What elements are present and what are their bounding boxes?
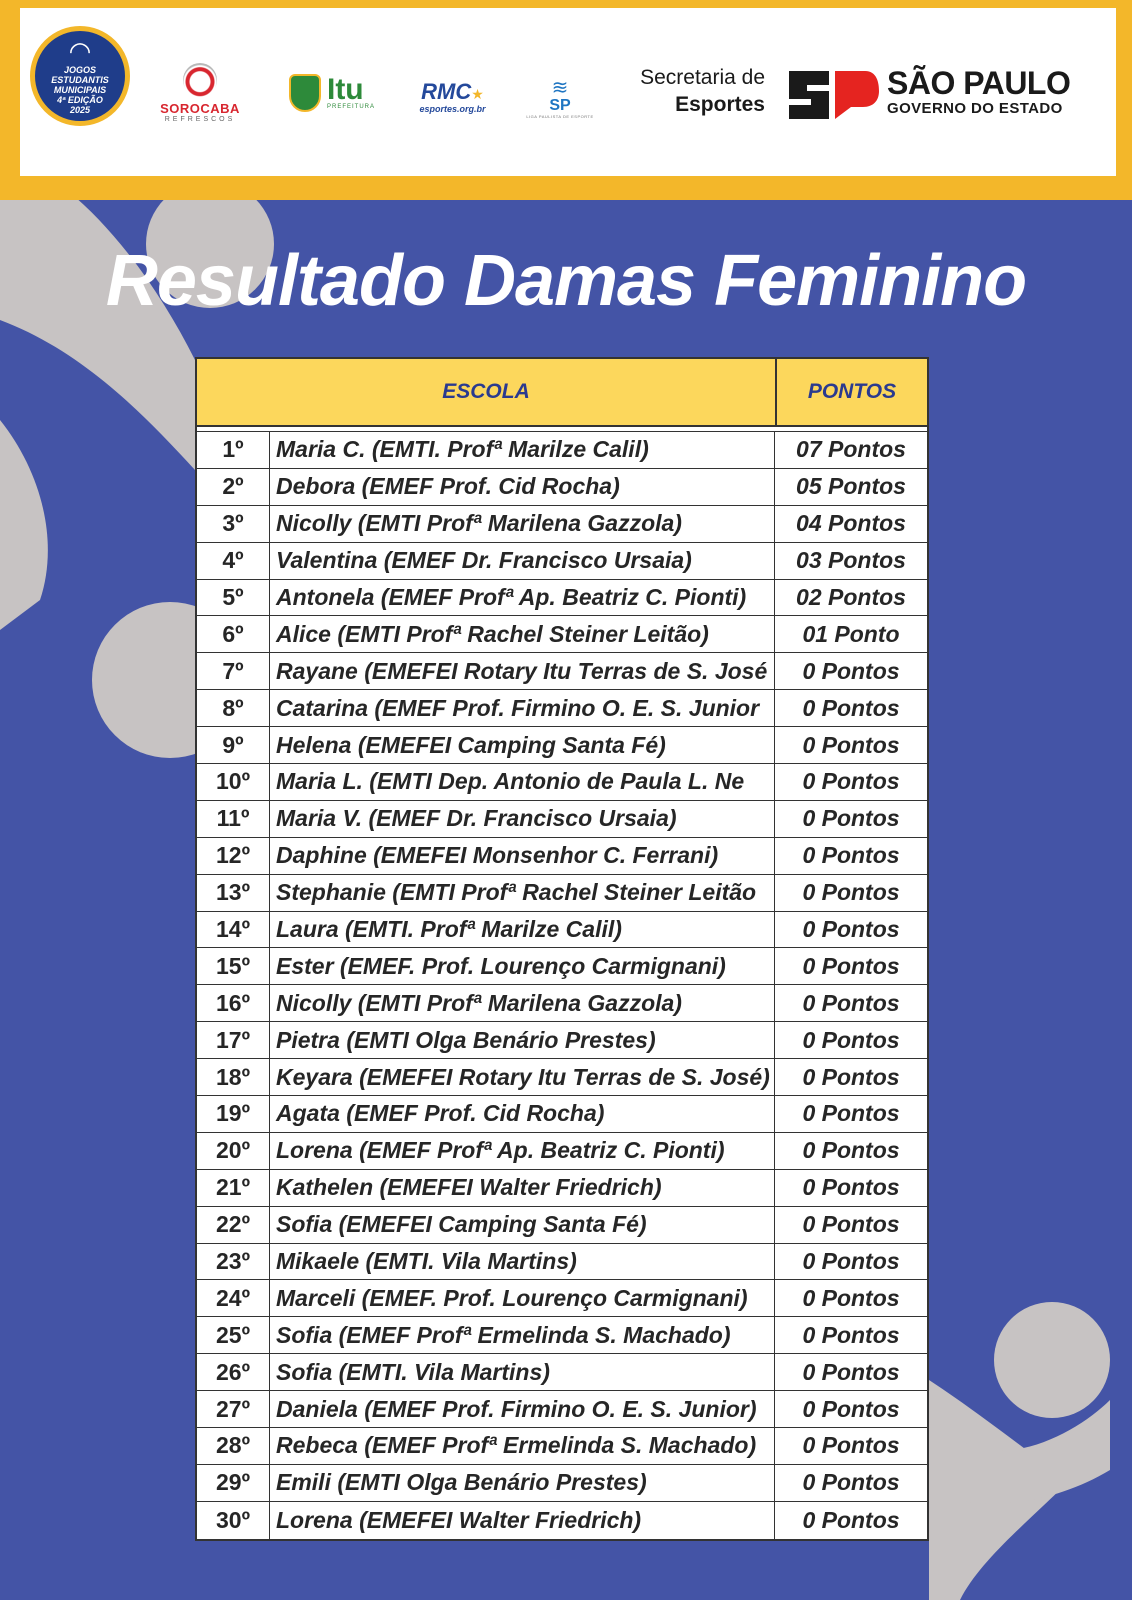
- table-row: [197, 1170, 927, 1207]
- table-row: [197, 1465, 927, 1502]
- points-cell: 0 Pontos: [802, 1469, 900, 1496]
- name-cell: Maria L. (EMTI Dep. Antonio de Paula L. Ne: [270, 764, 775, 800]
- name-cell: Sofia (EMEF Profª Ermelinda S. Machado): [270, 1317, 775, 1353]
- rank-cell: 26º: [197, 1354, 270, 1390]
- sponsor-header: [20, 8, 1116, 176]
- rank-cell: 19º: [197, 1096, 270, 1132]
- rank-cell: 22º: [197, 1207, 270, 1243]
- sorocaba-emblem-icon: [183, 63, 217, 97]
- rank-cell: 30º: [197, 1502, 270, 1539]
- points-cell: 0 Pontos: [802, 952, 900, 979]
- points-cell: 0 Pontos: [802, 1506, 900, 1533]
- table-row: [197, 875, 927, 912]
- name-cell: Rebeca (EMEF Profª Ermelinda S. Machado): [270, 1428, 775, 1464]
- jogos-logo-line1: JOGOS ESTUDANTIS: [51, 65, 109, 85]
- rank-cell: 13º: [197, 875, 270, 911]
- table-row: [197, 948, 927, 985]
- itu-crest-icon: [289, 74, 321, 112]
- rank-cell: 4º: [197, 543, 270, 579]
- results-table: [195, 357, 929, 1541]
- name-cell: Maria V. (EMEF Dr. Francisco Ursaia): [270, 801, 775, 837]
- rank-cell: 16º: [197, 985, 270, 1021]
- points-cell: 0 Pontos: [802, 842, 900, 869]
- table-row: [197, 838, 927, 875]
- sp-esporte-sub: LIGA PAULISTA DE ESPORTE: [526, 113, 594, 119]
- rank-cell: 24º: [197, 1280, 270, 1316]
- jogos-logo-line3: 4ª EDIÇÃO: [57, 95, 103, 105]
- points-cell: 0 Pontos: [802, 768, 900, 795]
- sorocaba-name: SOROCABA: [160, 101, 240, 116]
- points-cell: 0 Pontos: [802, 1432, 900, 1459]
- header-escola: ESCOLA: [197, 359, 777, 425]
- table-row: [197, 912, 927, 949]
- rank-cell: 9º: [197, 727, 270, 763]
- rank-cell: 23º: [197, 1244, 270, 1280]
- name-cell: Ester (EMEF. Prof. Lourenço Carmignani): [270, 948, 775, 984]
- table-row: [197, 469, 927, 506]
- sp-esporte-name: SP: [549, 96, 571, 114]
- table-row: [197, 690, 927, 727]
- name-cell: Sofia (EMTI. Vila Martins): [270, 1354, 775, 1390]
- table-header: [197, 359, 927, 427]
- itu-sub: PREFEITURA: [326, 104, 375, 110]
- rank-cell: 8º: [197, 690, 270, 726]
- rank-cell: 17º: [197, 1022, 270, 1058]
- points-cell: 0 Pontos: [802, 731, 900, 758]
- rank-cell: 5º: [197, 580, 270, 616]
- name-cell: Kathelen (EMEFEI Walter Friedrich): [270, 1170, 775, 1206]
- star-icon: ★: [471, 85, 484, 102]
- name-cell: Maria C. (EMTI. Profª Marilze Calil): [270, 432, 775, 468]
- points-cell: 0 Pontos: [802, 805, 900, 832]
- table-row: [197, 1280, 927, 1317]
- points-cell: 0 Pontos: [802, 1137, 900, 1164]
- name-cell: Rayane (EMEFEI Rotary Itu Terras de S. José: [270, 653, 775, 689]
- table-row: [197, 764, 927, 801]
- sorocaba-refrescos-logo: [160, 58, 240, 128]
- table-row: [197, 1354, 927, 1391]
- name-cell: Lorena (EMEF Profª Ap. Beatriz C. Pionti): [270, 1133, 775, 1169]
- rank-cell: 7º: [197, 653, 270, 689]
- name-cell: Agata (EMEF Prof. Cid Rocha): [270, 1096, 775, 1132]
- points-cell: 0 Pontos: [802, 1063, 900, 1090]
- rmc-name: RMC: [421, 78, 472, 104]
- secretaria-line1: Secretaria de: [640, 66, 765, 89]
- name-cell: Alice (EMTI Profª Rachel Steiner Leitão): [270, 616, 775, 652]
- secretaria-line2: Esportes: [675, 93, 765, 116]
- points-cell: 0 Pontos: [802, 1358, 900, 1385]
- name-cell: Keyara (EMEFEI Rotary Itu Terras de S. José): [270, 1059, 775, 1095]
- points-cell: 04 Pontos: [796, 510, 906, 537]
- points-cell: 0 Pontos: [802, 879, 900, 906]
- table-row: [197, 616, 927, 653]
- name-cell: Debora (EMEF Prof. Cid Rocha): [270, 469, 775, 505]
- points-cell: 01 Ponto: [802, 620, 900, 647]
- sp-esporte-logo: [525, 70, 595, 126]
- governo-sao-paulo: [887, 66, 1087, 118]
- table-row: [197, 727, 927, 764]
- table-body: [197, 432, 927, 1539]
- table-row: [197, 1133, 927, 1170]
- rank-cell: 14º: [197, 912, 270, 948]
- rank-cell: 29º: [197, 1465, 270, 1501]
- itu-prefeitura-logo: [282, 68, 382, 118]
- name-cell: Daniela (EMEF Prof. Firmino O. E. S. Junior): [270, 1391, 775, 1427]
- table-row: [197, 653, 927, 690]
- name-cell: Lorena (EMEFEI Walter Friedrich): [270, 1502, 775, 1539]
- jogos-estudantis-logo: [30, 26, 130, 126]
- name-cell: Pietra (EMTI Olga Benário Prestes): [270, 1022, 775, 1058]
- table-row: [197, 1096, 927, 1133]
- name-cell: Emili (EMTI Olga Benário Prestes): [270, 1465, 775, 1501]
- table-row: [197, 985, 927, 1022]
- rank-cell: 25º: [197, 1317, 270, 1353]
- rank-cell: 1º: [197, 432, 270, 468]
- name-cell: Antonela (EMEF Profª Ap. Beatriz C. Pionti): [270, 580, 775, 616]
- name-cell: Daphine (EMEFEI Monsenhor C. Ferrani): [270, 838, 775, 874]
- points-cell: 0 Pontos: [802, 1248, 900, 1275]
- name-cell: Catarina (EMEF Prof. Firmino O. E. S. Junior: [270, 690, 775, 726]
- points-cell: 07 Pontos: [796, 436, 906, 463]
- name-cell: Sofia (EMEFEI Camping Santa Fé): [270, 1207, 775, 1243]
- points-cell: 0 Pontos: [802, 1284, 900, 1311]
- rank-cell: 18º: [197, 1059, 270, 1095]
- governo-line2: GOVERNO DO ESTADO: [887, 100, 1063, 117]
- rmc-esportes-logo: [405, 74, 500, 120]
- table-row: [197, 1059, 927, 1096]
- rank-cell: 15º: [197, 948, 270, 984]
- name-cell: Nicolly (EMTI Profª Marilena Gazzola): [270, 985, 775, 1021]
- header-pontos: PONTOS: [807, 380, 897, 403]
- points-cell: 0 Pontos: [802, 1100, 900, 1127]
- sorocaba-sub: REFRESCOS: [164, 116, 236, 123]
- name-cell: Marceli (EMEF. Prof. Lourenço Carmignani): [270, 1280, 775, 1316]
- table-row: [197, 1391, 927, 1428]
- name-cell: Valentina (EMEF Dr. Francisco Ursaia): [270, 543, 775, 579]
- points-cell: 0 Pontos: [802, 916, 900, 943]
- rank-cell: 20º: [197, 1133, 270, 1169]
- points-cell: 0 Pontos: [802, 1395, 900, 1422]
- name-cell: Stephanie (EMTI Profª Rachel Steiner Leitão: [270, 875, 775, 911]
- table-row: [197, 1317, 927, 1354]
- table-row: [197, 580, 927, 617]
- points-cell: 02 Pontos: [796, 584, 906, 610]
- points-cell: 03 Pontos: [796, 547, 906, 574]
- sp-governo-icon: [785, 67, 881, 123]
- rank-cell: 10º: [197, 764, 270, 800]
- points-cell: 0 Pontos: [802, 989, 900, 1016]
- governo-line1: SÃO PAULO: [887, 65, 1071, 101]
- jogos-logo-line2: MUNICIPAIS: [53, 85, 107, 95]
- points-cell: 0 Pontos: [802, 1321, 900, 1348]
- table-row: [197, 543, 927, 580]
- points-cell: 0 Pontos: [802, 1211, 900, 1238]
- rank-cell: 12º: [197, 838, 270, 874]
- rank-cell: 3º: [197, 506, 270, 542]
- name-cell: Mikaele (EMTI. Vila Martins): [270, 1244, 775, 1280]
- points-cell: 0 Pontos: [802, 1026, 900, 1053]
- table-row: [197, 1022, 927, 1059]
- waves-icon: ≋: [551, 76, 569, 99]
- secretaria-esportes: [620, 64, 765, 118]
- points-cell: 05 Pontos: [796, 473, 906, 500]
- rank-cell: 6º: [197, 616, 270, 652]
- rmc-sub: esportes.org.br: [419, 103, 486, 114]
- rank-cell: 11º: [197, 801, 270, 837]
- points-cell: 0 Pontos: [802, 694, 900, 721]
- page-title: Resultado Damas Feminino: [105, 241, 1027, 321]
- table-row: [197, 1428, 927, 1465]
- table-row: [197, 1502, 927, 1539]
- swimmer-icon: ◠: [70, 36, 90, 66]
- table-row: [197, 1244, 927, 1281]
- points-cell: 0 Pontos: [802, 657, 900, 684]
- rank-cell: 28º: [197, 1428, 270, 1464]
- points-cell: 0 Pontos: [802, 1174, 900, 1201]
- name-cell: Nicolly (EMTI Profª Marilena Gazzola): [270, 506, 775, 542]
- rank-cell: 21º: [197, 1170, 270, 1206]
- name-cell: Helena (EMEFEI Camping Santa Fé): [270, 727, 775, 763]
- name-cell: Laura (EMTI. Profª Marilze Calil): [270, 912, 775, 948]
- table-row: [197, 801, 927, 838]
- table-row: [197, 1207, 927, 1244]
- jogos-logo-line4: 2025: [69, 105, 91, 115]
- table-row: [197, 506, 927, 543]
- table-row: [197, 432, 927, 469]
- itu-name: Itu: [326, 73, 364, 106]
- rank-cell: 2º: [197, 469, 270, 505]
- rank-cell: 27º: [197, 1391, 270, 1427]
